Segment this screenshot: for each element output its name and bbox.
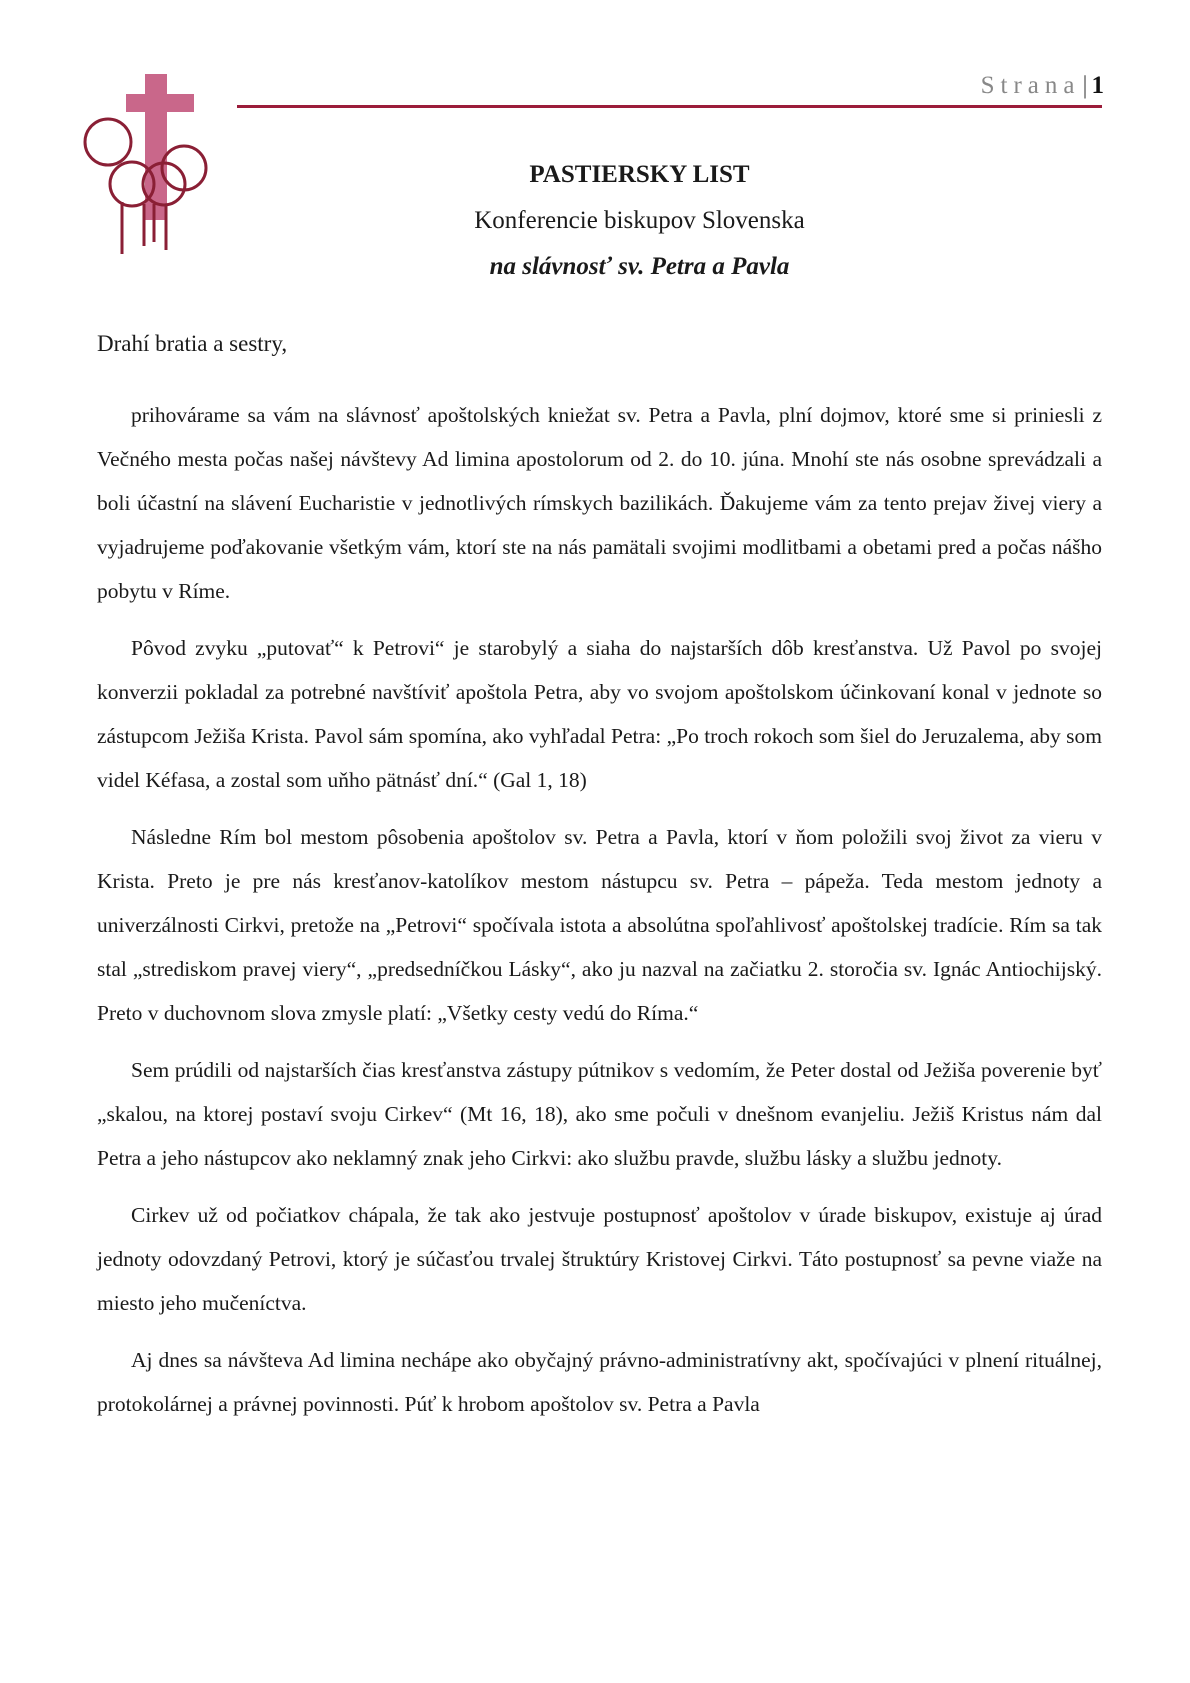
letter-body [97, 393, 1102, 1439]
paragraph: Cirkev už od počiatkov chápala, že tak ako jestvuje postupnosť apoštolov v úrade biskupov, existuje aj úrad jednoty odovzdaný Petrovi, ktorý je súčasťou trvalej štruktúry Kristovej Cirkvi. Táto postupnosť sa pevne viaže na miesto jeho mučeníctva. [97, 1203, 1102, 1315]
document-subtitle: Konferencie biskupov Slovenska [474, 207, 805, 234]
page-separator: | [1082, 72, 1088, 99]
page-number-value: 1 [1091, 72, 1104, 99]
paragraph: Aj dnes sa návšteva Ad limina nechápe ako obyčajný právno-administratívny akt, spočívajúci v plnení rituálnej, protokolárnej a právnej povinnosti. Púť k hrobom apoštolov sv. Petra a Pavla [97, 1348, 1102, 1416]
paragraph: Následne Rím bol mestom pôsobenia apoštolov sv. Petra a Pavla, ktorí v ňom položili svoj život za vieru v Krista. Preto je pre nás kresťanov-katolíkov mestom nástupcu sv. Petra – pápeža. Teda mestom jednoty a univerzálnosti Cirkvi, pretože na „Petrovi“ spočívala istota a absolútna spoľahlivosť apoštolskej tradície. Rím sa tak stal „strediskom pravej viery“, „predsedníčkou Lásky“, ako ju nazval na začiatku 2. storočia sv. Ignác Antiochijský. Preto v duchovnom slova zmysle platí: „Všetky cesty vedú do Ríma.“ [97, 825, 1102, 1025]
paragraph: Pôvod zvyku „putovať“ k Petrovi“ je starobylý a siaha do najstarších dôb kresťanstva. Už Pavol po svojej konverzii pokladal za potrebné navštíviť apoštola Petra, aby vo svojom apoštolskom účinkovaní konal v jednote so zástupcom Ježiša Krista. Pavol sám spomína, ako vyhľadal Petra: „Po troch rokoch som šiel do Jeruzalema, aby som videl Kéfasa, a zostal som uňho pätnásť dní.“ (Gal 1, 18) [97, 636, 1102, 792]
page-label: Strana [980, 72, 1081, 99]
paragraph: prihovárame sa vám na slávnosť apoštolských kniežat sv. Petra a Pavla, plní dojmov, ktoré sme si priniesli z Večného mesta počas našej návštevy Ad limina apostolorum od 2. do 10. júna. Mnohí ste nás osobne sprevádzali a boli účastní na slávení Eucharistie v jednotlivých rímskych bazilikách. Ďakujeme vám za tento prejav živej viery a vyjadrujeme poďakovanie všetkým vám, ktorí ste na nás pamätali svojimi modlitbami a obetami pred a počas nášho pobytu v Ríme. [97, 403, 1102, 603]
document-feast: na slávnosť sv. Petra a Pavla [489, 253, 790, 280]
greeting: Drahí bratia a sestry, [97, 331, 288, 356]
paragraph: Sem prúdili od najstarších čias kresťanstva zástupy pútnikov s vedomím, že Peter dostal od Ježiša poverenie byť „skalou, na ktorej postaví svoju Cirkev“ (Mt 16, 18), ako sme počuli v dnešnom evanjeliu. Ježiš Kristus nám dal Petra a jeho nástupcov ako neklamný znak jeho Cirkvi: ako službu pravde, službu lásky a službu jednoty. [97, 1058, 1102, 1170]
document-title: PASTIERSKY LIST [529, 161, 750, 188]
title-block [237, 158, 1042, 284]
cross-with-circles-logo [82, 74, 222, 274]
page-number [981, 72, 1104, 100]
header-rule [237, 105, 1102, 108]
